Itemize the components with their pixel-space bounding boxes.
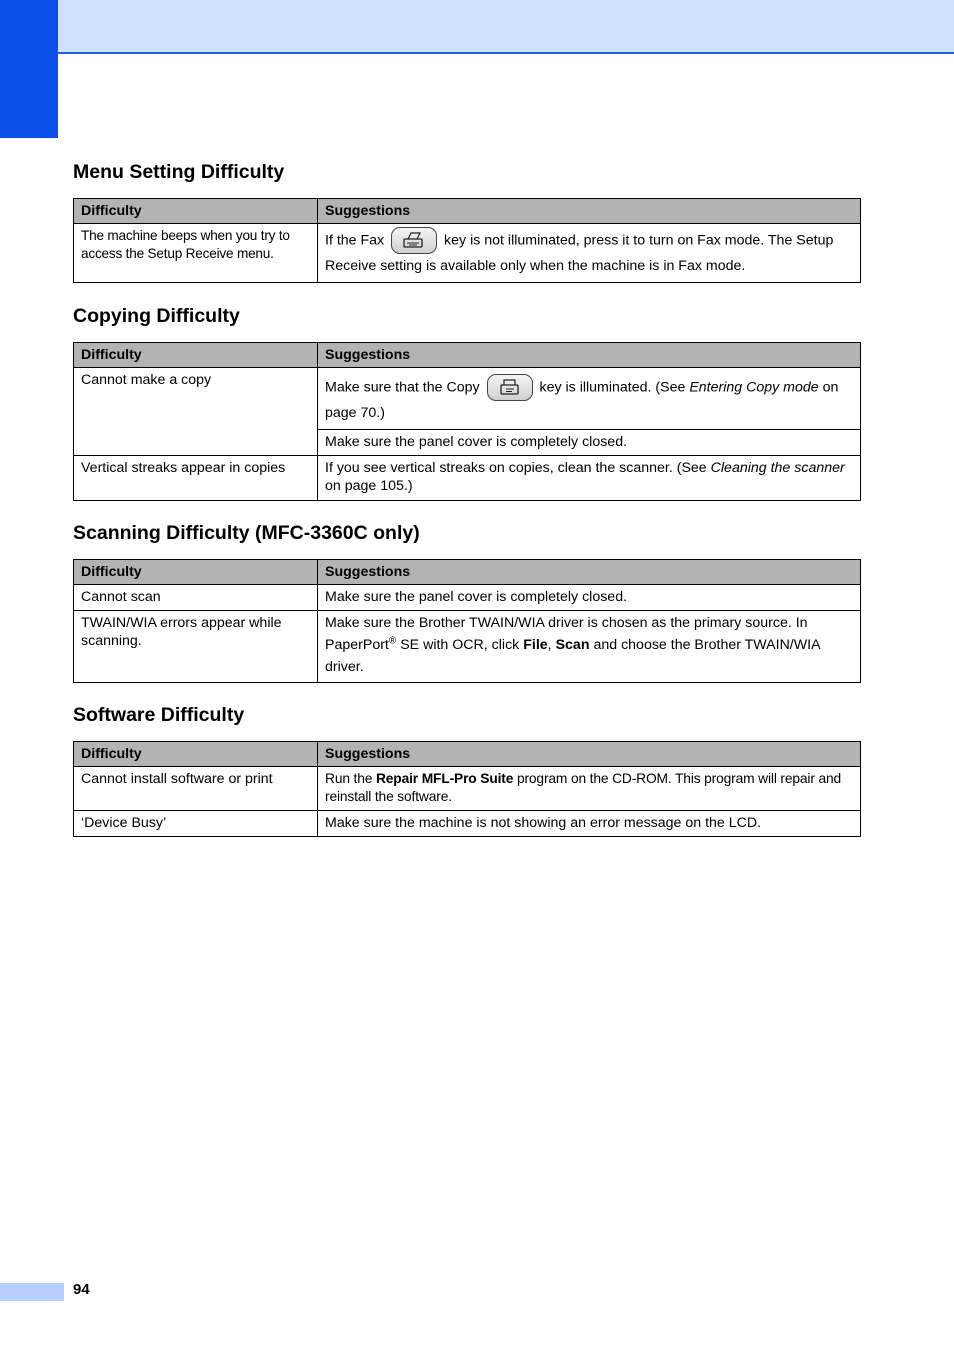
fax-key-icon — [391, 227, 437, 254]
chapter-tab — [0, 0, 58, 138]
table-header-row — [74, 199, 861, 224]
copying-section — [73, 304, 860, 501]
suggestions-header: Suggestions — [318, 199, 861, 224]
menu-setting-title: Menu Setting Difficulty — [73, 161, 285, 183]
copying-title: Copying Difficulty — [73, 305, 240, 327]
software-section — [73, 703, 860, 837]
difficulty-cell: ‘Device Busy’ — [74, 811, 318, 837]
header-band — [58, 0, 954, 54]
scanning-title: Scanning Difficulty (MFC-3360C only) — [73, 522, 420, 544]
difficulty-cell: The machine beeps when you try to access the Setup Receive menu. — [74, 224, 318, 283]
page-number: 94 — [73, 1281, 90, 1298]
difficulty-cell: Vertical streaks appear in copies — [74, 456, 318, 501]
table-row — [74, 456, 861, 501]
suggestion-cell: Make sure the panel cover is completely closed. — [318, 585, 861, 611]
difficulty-header: Difficulty — [74, 560, 318, 585]
suggestions-header: Suggestions — [318, 742, 861, 767]
menu-setting-section — [73, 160, 860, 283]
table-header-row — [74, 560, 861, 585]
table-row — [74, 368, 861, 430]
table-header-row — [74, 343, 861, 368]
copy-key-icon — [487, 374, 533, 401]
software-table — [73, 741, 861, 837]
suggestion-cell: Make sure that the Copy key is illuminated. (See Entering Copy mode on page 70.) — [318, 368, 861, 430]
difficulty-header: Difficulty — [74, 199, 318, 224]
difficulty-cell: Cannot install software or print — [74, 767, 318, 811]
scanning-table — [73, 559, 861, 683]
page-number-bar — [0, 1283, 64, 1301]
copying-table — [73, 342, 861, 501]
suggestion-cell: If the Fax key is not illuminated, press it to turn on Fax mode. The Setup Receive setting is available only when the machine is in Fax mode. — [318, 224, 861, 283]
suggestions-header: Suggestions — [318, 560, 861, 585]
table-row — [74, 811, 861, 837]
suggestion-cell: Make sure the panel cover is completely closed. — [318, 430, 861, 456]
difficulty-header: Difficulty — [74, 742, 318, 767]
table-row — [74, 585, 861, 611]
table-row — [74, 767, 861, 811]
suggestion-cell: Make sure the machine is not showing an error message on the LCD. — [318, 811, 861, 837]
table-row — [74, 611, 861, 683]
suggestions-header: Suggestions — [318, 343, 861, 368]
scanning-section — [73, 521, 860, 683]
suggestion-cell: Run the Repair MFL-Pro Suite program on the CD-ROM. This program will repair and reinstall the software. — [318, 767, 861, 811]
table-header-row — [74, 742, 861, 767]
difficulty-header: Difficulty — [74, 343, 318, 368]
suggestion-cell: Make sure the Brother TWAIN/WIA driver is chosen as the primary source. In PaperPort® SE with OCR, click File, Scan and choose the Brother TWAIN/WIA driver. — [318, 611, 861, 683]
menu-setting-table — [73, 198, 861, 283]
difficulty-cell: TWAIN/WIA errors appear while scanning. — [74, 611, 318, 683]
software-title: Software Difficulty — [73, 704, 245, 726]
difficulty-cell: Cannot make a copy — [74, 368, 318, 456]
difficulty-cell: Cannot scan — [74, 585, 318, 611]
table-row — [74, 224, 861, 283]
suggestion-cell: If you see vertical streaks on copies, clean the scanner. (See Cleaning the scanner on page 105.) — [318, 456, 861, 501]
